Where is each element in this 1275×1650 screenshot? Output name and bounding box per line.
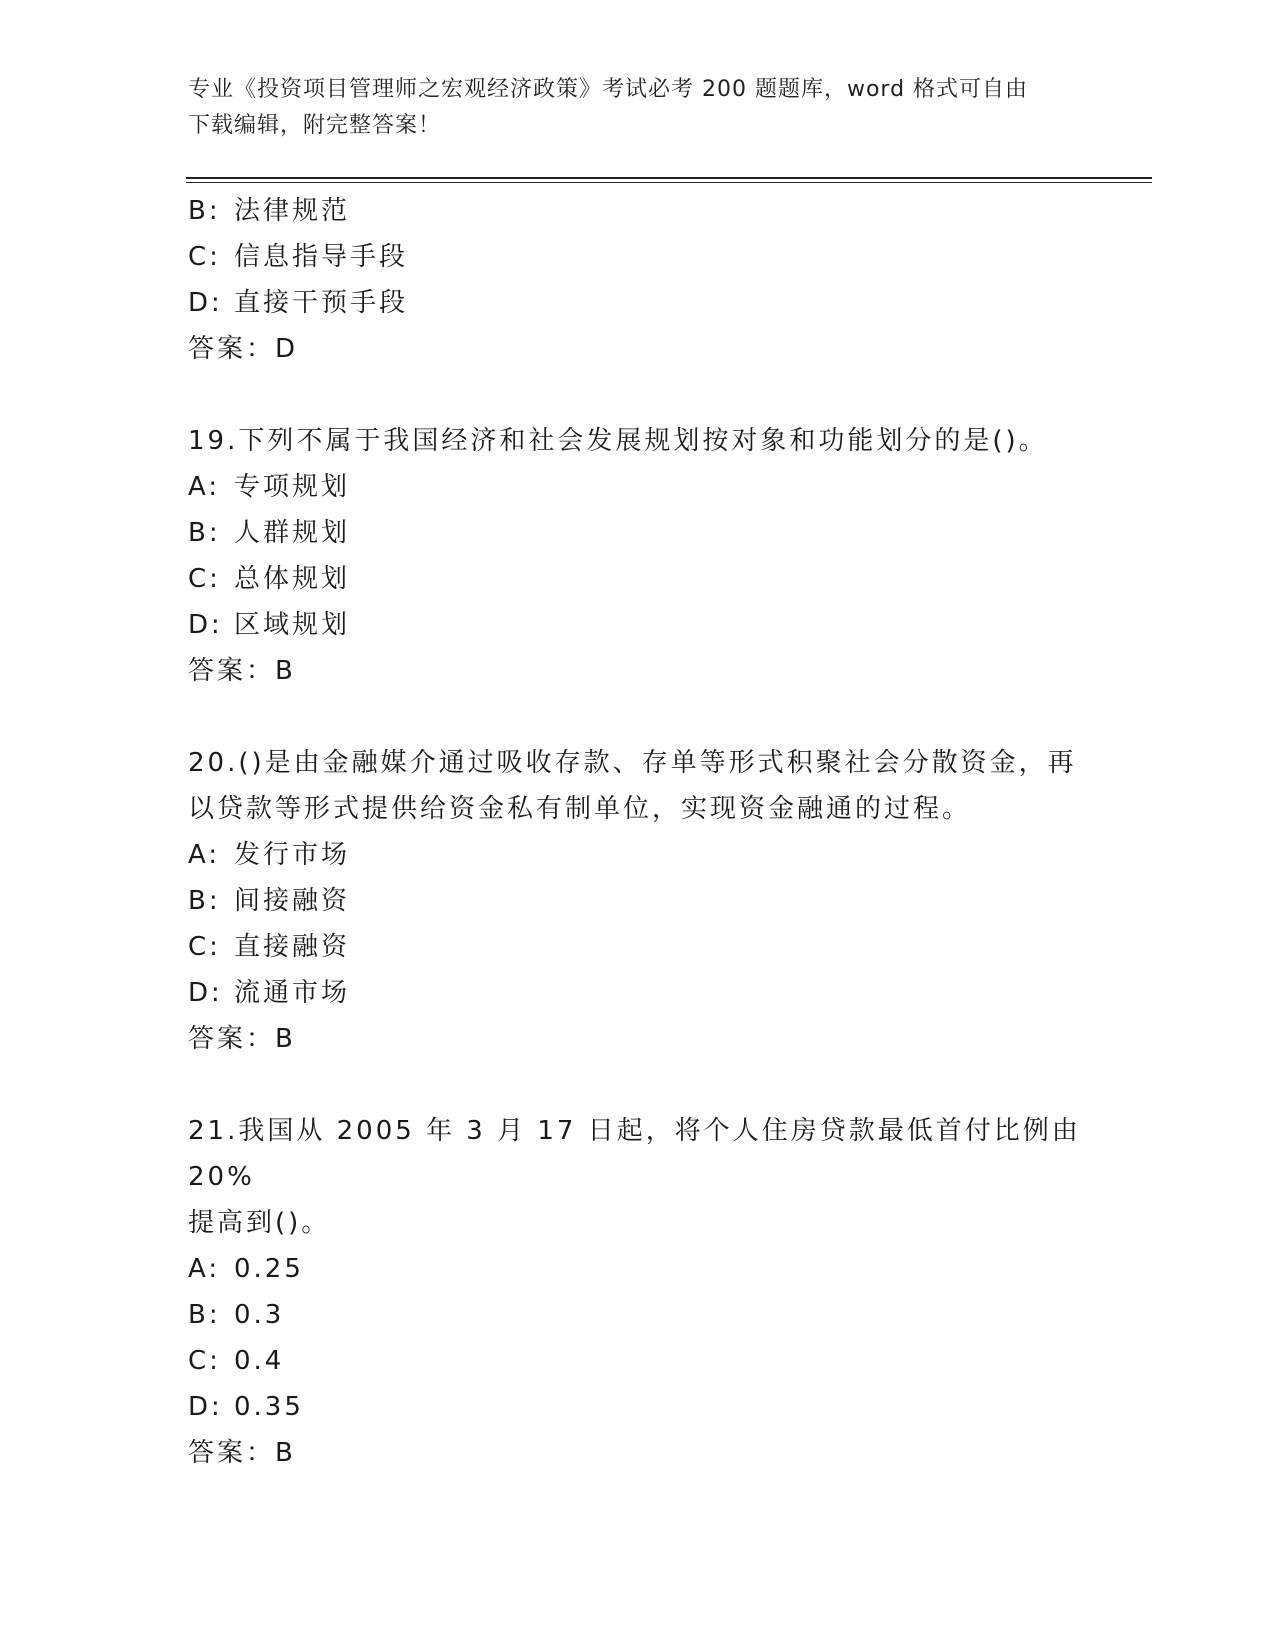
option-text: 总体规划 xyxy=(234,564,351,594)
option-letter: D: xyxy=(188,288,223,318)
option-letter: B: xyxy=(188,1300,221,1330)
option-c xyxy=(188,234,1088,280)
document-header xyxy=(188,72,1078,144)
option-text: 间接融资 xyxy=(234,886,351,916)
option-d xyxy=(188,280,1088,326)
header-line-2: 下载编辑，附完整答案！ xyxy=(188,113,442,138)
question-20 xyxy=(188,740,1088,1062)
option-b xyxy=(188,878,1088,924)
option-letter: C: xyxy=(188,932,221,962)
answer-value: B xyxy=(275,656,296,686)
question-list xyxy=(188,188,1088,1476)
answer-value: B xyxy=(275,1438,296,1468)
answer-value: D xyxy=(275,334,299,364)
option-text: 专项规划 xyxy=(234,472,351,502)
question-19 xyxy=(188,418,1088,694)
question-21 xyxy=(188,1108,1088,1476)
option-b xyxy=(188,510,1088,556)
option-c xyxy=(188,556,1088,602)
question-stem-line-1: 20.()是由金融媒介通过吸收存款、存单等形式积聚社会分散资金，再 xyxy=(188,748,1077,778)
question-stem-line-2: 以贷款等形式提供给资金私有制单位，实现资金融通的过程。 xyxy=(188,794,972,824)
answer-label: 答案： xyxy=(188,334,276,364)
option-letter: B: xyxy=(188,196,221,226)
option-text: 0.4 xyxy=(234,1346,285,1376)
option-letter: C: xyxy=(188,564,221,594)
question-stem-line-2: 提高到()。 xyxy=(188,1208,331,1238)
option-c xyxy=(188,1338,1088,1384)
option-letter: D: xyxy=(188,978,223,1008)
answer-line xyxy=(188,1430,1088,1476)
question-stem-line-1: 21.我国从 2005 年 3 月 17 日起，将个人住房贷款最低首付比例由 20% xyxy=(188,1116,1081,1192)
header-divider-thin xyxy=(186,182,1152,183)
option-letter: D: xyxy=(188,1392,223,1422)
option-d xyxy=(188,602,1088,648)
option-text: 信息指导手段 xyxy=(234,242,409,272)
option-text: 人群规划 xyxy=(234,518,351,548)
answer-line xyxy=(188,1016,1088,1062)
option-letter: A: xyxy=(188,840,221,870)
option-a xyxy=(188,1246,1088,1292)
option-d xyxy=(188,970,1088,1016)
option-b xyxy=(188,1292,1088,1338)
option-letter: C: xyxy=(188,242,221,272)
option-text: 直接干预手段 xyxy=(234,288,409,318)
option-d xyxy=(188,1384,1088,1430)
option-text: 0.3 xyxy=(234,1300,285,1330)
option-text: 法律规范 xyxy=(234,196,351,226)
option-text: 区域规划 xyxy=(234,610,351,640)
option-letter: B: xyxy=(188,518,221,548)
answer-line xyxy=(188,326,1088,372)
answer-label: 答案： xyxy=(188,1024,276,1054)
option-a xyxy=(188,832,1088,878)
option-letter: B: xyxy=(188,886,221,916)
option-a xyxy=(188,464,1088,510)
option-c xyxy=(188,924,1088,970)
option-letter: A: xyxy=(188,1254,221,1284)
option-text: 直接融资 xyxy=(234,932,351,962)
question-stem: 19.下列不属于我国经济和社会发展规划按对象和功能划分的是()。 xyxy=(188,426,1048,456)
answer-label: 答案： xyxy=(188,1438,276,1468)
header-line-1: 专业《投资项目管理师之宏观经济政策》考试必考 200 题题库，word 格式可自由 xyxy=(188,77,1029,102)
option-letter: C: xyxy=(188,1346,221,1376)
option-letter: A: xyxy=(188,472,221,502)
answer-line xyxy=(188,648,1088,694)
answer-label: 答案： xyxy=(188,656,276,686)
option-letter: D: xyxy=(188,610,223,640)
option-text: 发行市场 xyxy=(234,840,351,870)
option-text: 0.35 xyxy=(234,1392,304,1422)
question-18 xyxy=(188,188,1088,372)
header-divider-thick xyxy=(186,177,1152,179)
option-text: 0.25 xyxy=(234,1254,304,1284)
option-b xyxy=(188,188,1088,234)
option-text: 流通市场 xyxy=(234,978,351,1008)
answer-value: B xyxy=(275,1024,296,1054)
